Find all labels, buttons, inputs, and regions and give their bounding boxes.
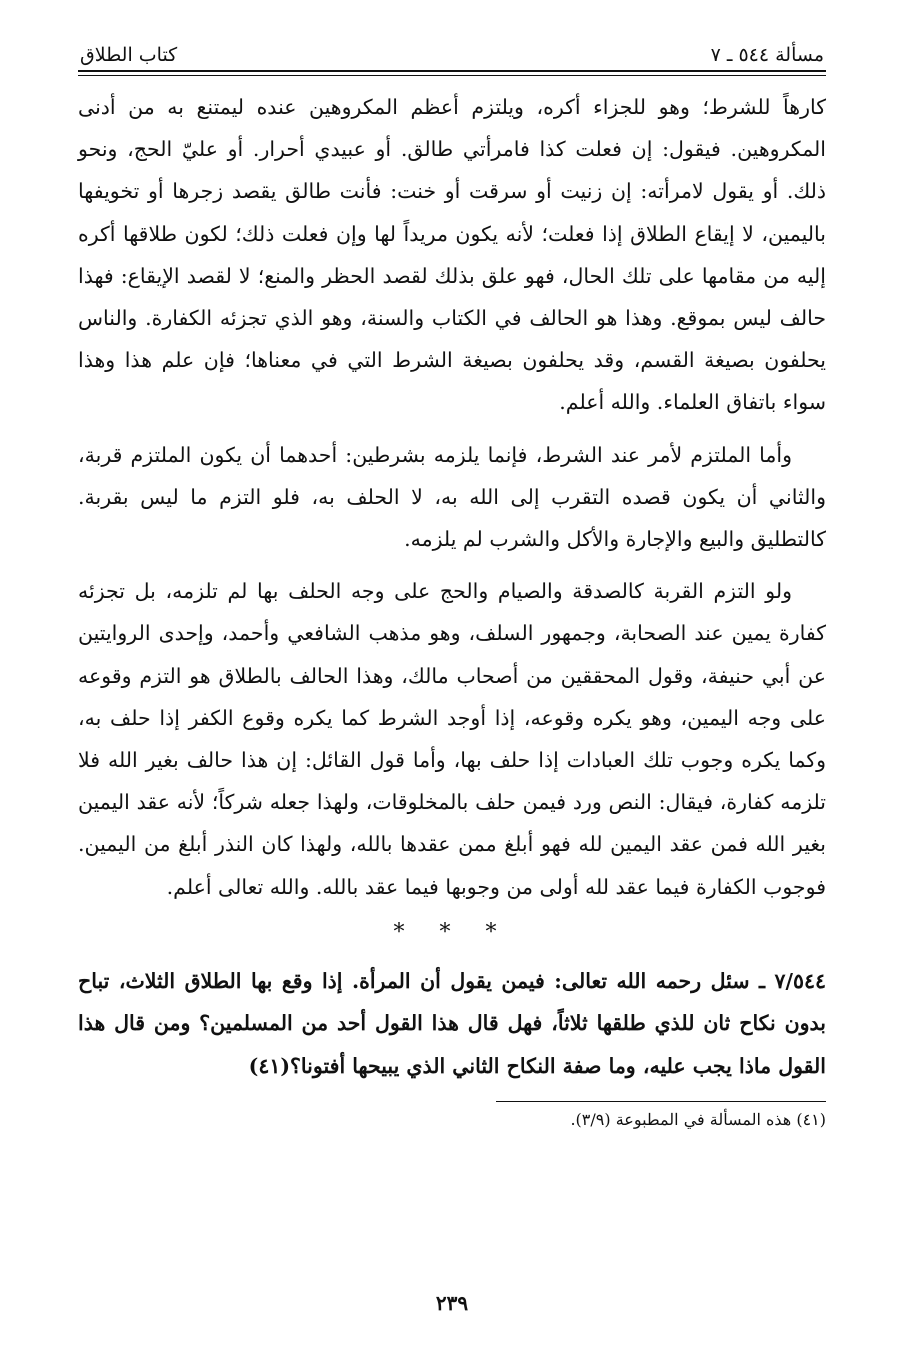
header-question-number: مسألة ٥٤٤ ـ ٧ <box>710 44 824 66</box>
section-separator: * * * <box>393 919 511 945</box>
page <box>78 30 826 1331</box>
question-544-7: ٧/٥٤٤ ـ سئل رحمه الله تعالى: فيمن يقول أن المرأة. إذا وقع بها الطلاق الثلاث، تباح بدون نكاح ثان للذي طلقها ثلاثاً، فهل قال هذا القول أحد من المسلمين؟ ومن قال هذا القول ماذا يجب عليه، وما صفة النكاح الثاني الذي يبيحها أفتونا؟(٤١) <box>78 968 826 1078</box>
running-header <box>78 30 826 66</box>
page-number: ٢٣٩ <box>435 1291 469 1315</box>
header-rule-thin <box>78 75 826 76</box>
footnote-rule <box>496 1101 826 1102</box>
paragraph-3: ولو التزم القربة كالصدقة والصيام والحج على وجه الحلف بها لم تلزمه، بل تجزئه كفارة يمين عند الصحابة، وجمهور السلف، وهو مذهب الشافعي وأحمد، وإحدى الروايتين عن أبي حنيفة، وقول المحققين من أصحاب مالك، وهذا الحالف بالطلاق هو التزم وقوعه على وجه اليمين، وهو يكره وقوعه، إذا أوجد الشرط كما يكره وقوع الكفر إذا حلف به، وكما يكره وجوب تلك العبادات إذا حلف بها، وأما قول القائل: إن هذا حالف بغير الله فلا تلزمه كفارة، فيقال: النص ورد فيمن حلف بالمخلوقات، ولهذا جعله شركاً؛ لأنه عقد اليمين بغير الله فمن عقد اليمين لله فهو أبلغ ممن عقدها بالله، ولهذا كان النذر أبلغ من اليمين. فوجوب الكفارة فيما عقد لله أولى من وجوبها فيما عقد بالله. والله تعالى أعلم. <box>78 579 826 899</box>
main-text <box>78 86 826 908</box>
footnote-41: (٤١) هذه المسألة في المطبوعة (٣/٩). <box>570 1110 826 1130</box>
header-rule <box>78 70 826 72</box>
header-book-title: كتاب الطلاق <box>80 44 178 66</box>
paragraph-2: وأما الملتزم لأمر عند الشرط، فإنما يلزمه بشرطين: أحدهما أن يكون الملتزم قربة، والثاني أن يكون قصده التقرب إلى الله به، لا الحلف به، فلو التزم ما ليس بقربة. كالتطليق والبيع والإجارة والأكل والشرب لم يلزمه. <box>78 442 826 552</box>
paragraph-1: كارهاً للشرط؛ وهو للجزاء أكره، ويلتزم أعظم المكروهين عنده ليمتنع به من أدنى المكروهين. فيقول: إن فعلت كذا فامرأتي طالق. أو عبيدي أحرار. أو عليّ الحج، ونحو ذلك. أو يقول لامرأته: إن زنيت أو سرقت أو خنت: فأنت طالق يقصد زجرها أو تخويفها باليمين، لا إيقاع الطلاق إذا فعلت؛ لأنه يكون مريداً لها وإن فعلت ذلك؛ لكون طلاقها أكره إليه من مقامها على تلك الحال، فهو علق بذلك لقصد الحظر والمنع؛ لا لقصد الإيقاع: فهذا حالف ليس بموقع. وهذا هو الحالف في الكتاب والسنة، وهو الذي تجزئه الكفارة. والناس يحلفون بصيغة القسم، وقد يحلفون بصيغة الشرط التي في معناها؛ فإن علم هذا وهذا سواء باتفاق العلماء. والله أعلم. <box>78 95 826 415</box>
